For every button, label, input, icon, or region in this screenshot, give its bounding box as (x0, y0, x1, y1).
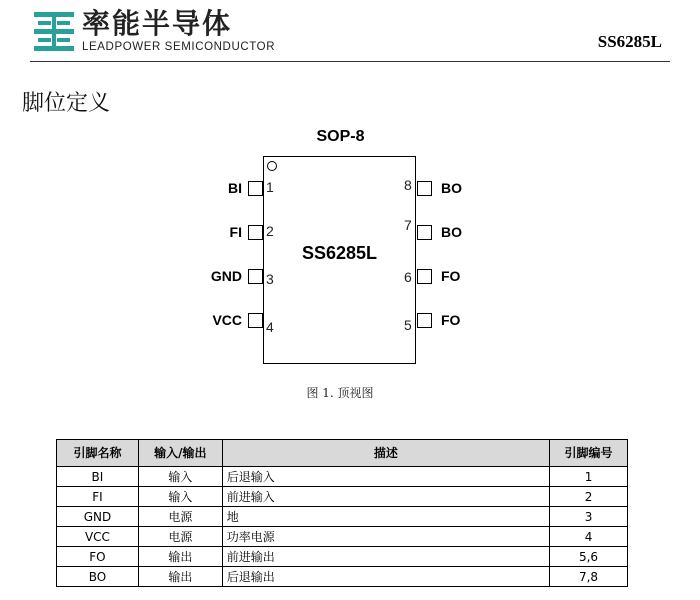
pin-name: VCC (212, 312, 242, 328)
pin-number: 4 (266, 319, 274, 335)
pin-name: BO (441, 180, 462, 196)
table-cell: BO (57, 567, 139, 587)
table-cell: 后退输入 (222, 467, 549, 487)
pin1-marker-icon (267, 161, 277, 171)
table-row (57, 527, 628, 547)
pin-pad (417, 313, 432, 328)
pin-number: 1 (266, 179, 274, 195)
column-header: 引脚名称 (57, 440, 139, 467)
table-row (57, 507, 628, 527)
table-row (57, 467, 628, 487)
pin-definition-table (56, 439, 628, 587)
pin-pad (248, 225, 263, 240)
table-cell: 输出 (138, 547, 222, 567)
column-header: 输入/输出 (138, 440, 222, 467)
column-header: 描述 (222, 440, 549, 467)
company-logo-icon (34, 12, 74, 52)
table-cell: FI (57, 487, 139, 507)
table-cell: 后退输出 (222, 567, 549, 587)
table-cell: 电源 (138, 507, 222, 527)
pin-pad (417, 181, 432, 196)
pin-number: 6 (404, 269, 412, 285)
table-header-row (57, 440, 628, 467)
column-header: 引脚编号 (550, 440, 628, 467)
table-cell: 功率电源 (222, 527, 549, 547)
pin-pad (248, 269, 263, 284)
pin-number: 2 (266, 223, 274, 239)
figure-caption: 图 1. 顶视图 (306, 386, 374, 400)
part-number-header: SS6285L (597, 32, 662, 51)
pin-number: 3 (266, 271, 274, 287)
table-cell: 输出 (138, 567, 222, 587)
pin-number: 5 (404, 317, 412, 333)
brand-name-english: LEADPOWER SEMICONDUCTOR (82, 41, 276, 53)
table-cell: 前进输入 (222, 487, 549, 507)
section-title: 脚位定义 (22, 91, 111, 116)
table-cell: FO (57, 547, 139, 567)
table-cell: BI (57, 467, 139, 487)
pin-name: BI (228, 180, 242, 196)
table-cell: 7,8 (550, 567, 628, 587)
pin-number: 7 (404, 217, 412, 233)
pin-number: 8 (404, 177, 412, 193)
pin-pad (417, 269, 432, 284)
pin-pad (248, 181, 263, 196)
table-cell: 输入 (138, 487, 222, 507)
table-row (57, 567, 628, 587)
table-cell: 2 (550, 487, 628, 507)
chip-label: SS6285L (301, 243, 378, 263)
pin-pad (248, 313, 263, 328)
pin-name: FI (229, 224, 242, 240)
pin-name: GND (210, 268, 242, 284)
table-cell: 输入 (138, 467, 222, 487)
table-cell: 5,6 (550, 547, 628, 567)
table-cell: 3 (550, 507, 628, 527)
brand-name-chinese: 率能半导体 (82, 7, 233, 40)
table-cell: VCC (57, 527, 139, 547)
table-cell: GND (57, 507, 139, 527)
package-title: SOP-8 (316, 128, 365, 145)
header-divider (30, 61, 670, 62)
table-row (57, 487, 628, 507)
table-cell: 4 (550, 527, 628, 547)
pin-name: FO (441, 268, 461, 284)
table-cell: 地 (222, 507, 549, 527)
table-row (57, 547, 628, 567)
table-cell: 电源 (138, 527, 222, 547)
table-cell: 前进输出 (222, 547, 549, 567)
page-header (0, 0, 700, 62)
pin-pad (417, 225, 432, 240)
table-cell: 1 (550, 467, 628, 487)
pin-name: FO (441, 312, 461, 328)
pin-name: BO (441, 224, 462, 240)
